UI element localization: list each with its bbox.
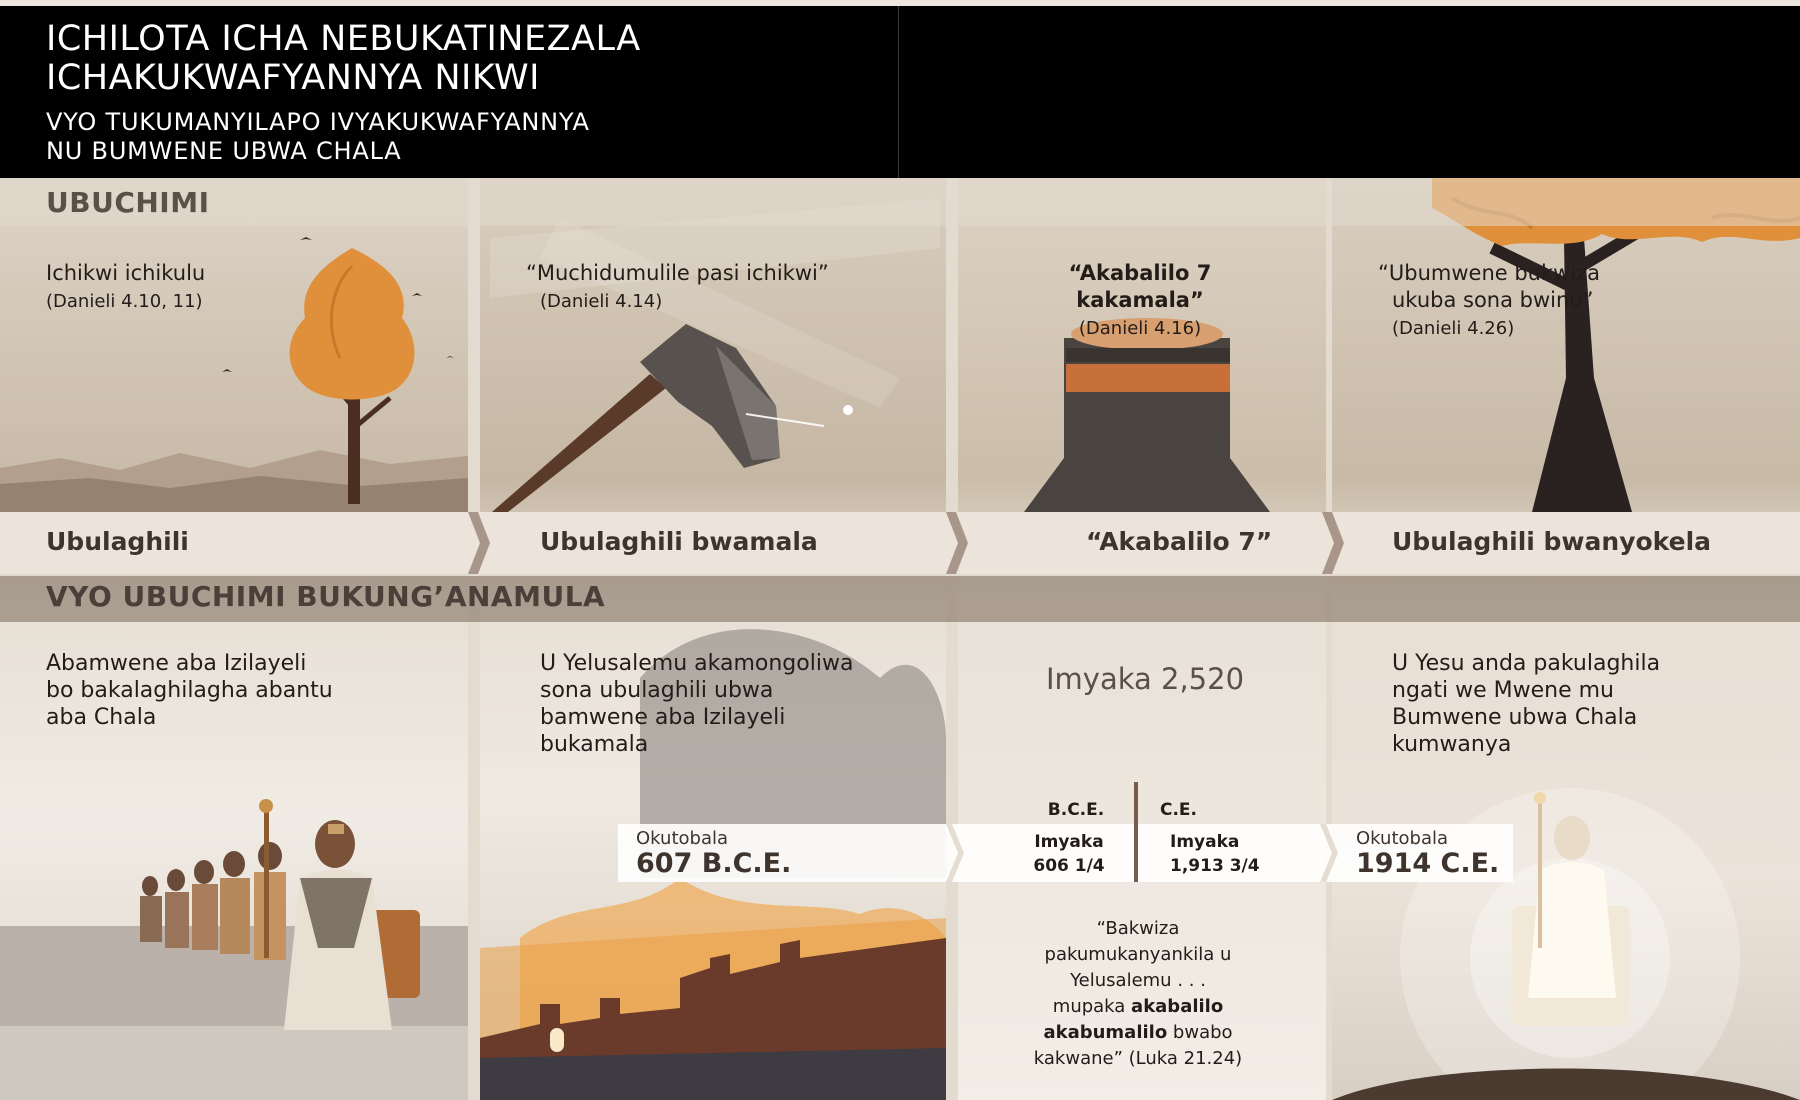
section-heading-top: UBUCHIMI xyxy=(46,186,210,219)
panel-3-reference: (Danieli 4.16) xyxy=(1078,318,1202,339)
luka-line xyxy=(1028,994,1248,1020)
panel-2-body xyxy=(540,650,853,758)
bce-years xyxy=(1024,830,1114,878)
timeline-chevron-icon xyxy=(946,824,966,882)
panel-4-body-line: Bumwene ubwa Chala xyxy=(1392,705,1638,730)
panel-1-body xyxy=(46,650,333,731)
ce-years xyxy=(1170,830,1270,878)
ce-label: C.E. xyxy=(1160,800,1198,820)
luka-line: kakwane” (Luka 21.24) xyxy=(1033,1048,1243,1069)
panel-2-body-line: bamwene aba Izilayeli xyxy=(540,705,786,730)
panel-4 xyxy=(1332,178,1800,1100)
panel-4-body xyxy=(1392,650,1660,758)
luka-line-bold: akabumalilo xyxy=(1043,1022,1168,1043)
panel-1-quote: Ichikwi ichikulu xyxy=(46,261,206,285)
panel-1-reference: (Danieli 4.10, 11) xyxy=(46,291,203,312)
title-line-1: ICHILOTA ICHA NEBUKATINEZALA xyxy=(46,19,641,59)
bar-label-2: Ubulaghili bwamala xyxy=(540,527,818,556)
ce-years-line: Imyaka xyxy=(1170,832,1240,852)
tree-stump-icon xyxy=(1024,318,1270,512)
panel-4-body-line: U Yesu anda pakulaghila xyxy=(1392,651,1661,676)
bar-label-4: Ubulaghili bwanyokela xyxy=(1392,527,1712,556)
timeline-end-year: 1914 C.E. xyxy=(1356,848,1500,879)
luka-line: pakumukanyankila u xyxy=(1044,944,1232,965)
timeline-start-year: 607 B.C.E. xyxy=(636,848,792,879)
column-divider xyxy=(468,178,480,1100)
axe-illustration xyxy=(480,178,946,1100)
page-subtitle xyxy=(46,108,590,166)
panel-4-quote-line-2: ukuba sona bwinu” xyxy=(1392,288,1594,312)
bar-label-1: Ubulaghili xyxy=(46,527,189,556)
chevron-right-icon xyxy=(468,512,490,574)
luka-line: “Bakwiza xyxy=(1096,918,1180,939)
bce-years-line: 606 1/4 xyxy=(1033,856,1105,876)
big-tree-icon xyxy=(1432,178,1800,512)
bar-label-3: “Akabalilo 7” xyxy=(1086,527,1273,556)
mountains-illustration xyxy=(0,178,468,1100)
panel-1-body-line: aba Chala xyxy=(46,705,157,730)
page-title xyxy=(46,20,641,98)
panel-4-quote-line-1: “Ubumwene bukwiza xyxy=(1378,261,1601,285)
title-line-2: ICHAKUKWAFYANNYA NIKWI xyxy=(46,58,540,98)
growing-tree-illustration xyxy=(1332,178,1800,1100)
luka-line-bold: akabalilo xyxy=(1131,996,1224,1017)
panel-2-body-line: bukamala xyxy=(540,732,649,757)
panel-3-quote-line-1: “Akabalilo 7 xyxy=(1068,261,1212,285)
panel-4-body-line: ngati we Mwene mu xyxy=(1392,678,1614,703)
panel-3-body: Imyaka 2,520 xyxy=(1046,662,1245,696)
luka-line: Yelusalemu . . . xyxy=(1070,970,1206,991)
column-divider xyxy=(1326,178,1332,1100)
header xyxy=(0,6,1800,178)
panel-4-quote xyxy=(1378,260,1600,314)
timeline-chevron-icon xyxy=(1320,824,1340,882)
panel-4-body-line: kumwanya xyxy=(1392,732,1512,757)
subtitle-line-2: NU BUMWENE UBWA CHALA xyxy=(46,137,402,165)
column-divider xyxy=(946,178,958,1100)
bce-ce-divider xyxy=(1134,782,1138,882)
panel-2-reference: (Danieli 4.14) xyxy=(540,291,663,312)
luka-line-text: mupaka xyxy=(1052,996,1132,1017)
section-band-top xyxy=(0,178,1800,226)
panel-2-body-line: sona ubulaghili ubwa xyxy=(540,678,774,703)
panel-1-body-line: Abamwene aba Izilayeli xyxy=(46,651,307,676)
panel-1 xyxy=(0,178,468,1100)
panel-4-reference: (Danieli 4.26) xyxy=(1392,318,1515,339)
subtitle-line-1: VYO TUKUMANYILAPO IVYAKUKWAFYANNYA xyxy=(46,108,590,136)
header-divider xyxy=(898,6,899,178)
section-heading-bottom: VYO UBUCHIMI BUKUNG’ANAMULA xyxy=(46,580,606,613)
bce-label: B.C.E. xyxy=(1047,800,1105,820)
timeline-end-label: Okutobala xyxy=(1356,828,1449,849)
luka-line xyxy=(1028,1020,1248,1046)
panel-1-body-line: bo bakalaghilagha abantu xyxy=(46,678,333,703)
panel-2 xyxy=(480,178,946,1100)
panel-2-quote: “Muchidumulile pasi ichikwi” xyxy=(526,261,829,285)
luka-line-text: bwabo xyxy=(1167,1022,1233,1043)
panel-3-quote-line-2: kakamala” xyxy=(1076,288,1204,312)
chevron-right-icon xyxy=(1322,512,1344,574)
panel-3-quote xyxy=(1040,260,1240,314)
panel-2-body-line: U Yelusalemu akamongoliwa xyxy=(540,651,854,676)
timeline-start-label: Okutobala xyxy=(636,828,729,849)
ce-years-line: 1,913 3/4 xyxy=(1170,856,1260,876)
chevron-right-icon xyxy=(946,512,968,574)
bce-years-line: Imyaka xyxy=(1034,832,1104,852)
luka-quote xyxy=(1028,916,1248,1072)
